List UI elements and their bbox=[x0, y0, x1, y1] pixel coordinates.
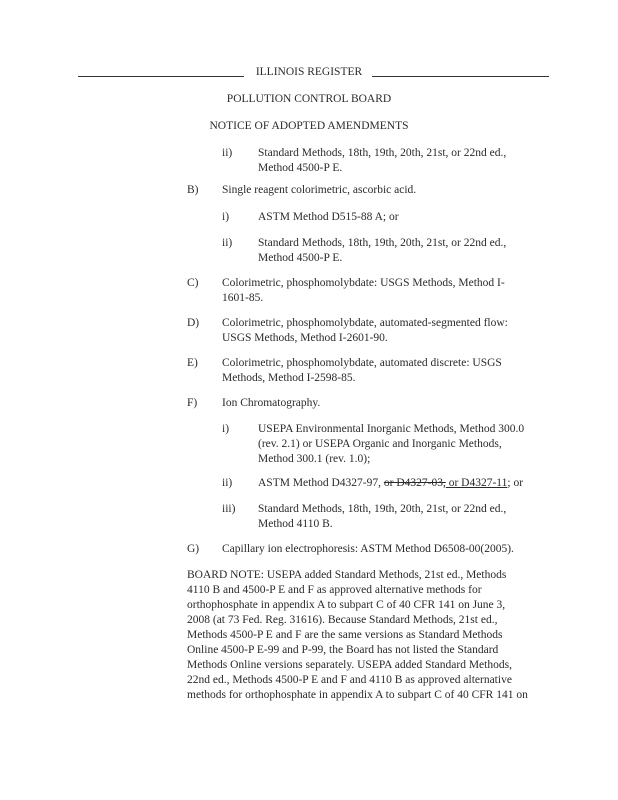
item-e-letter: E) bbox=[187, 357, 198, 369]
item-f-ii-text bbox=[258, 476, 523, 491]
item-f-ii-text-b: ; or bbox=[507, 477, 524, 489]
item-g-text: Capillary ion electrophoresis: ASTM Method D6508-00(2005). bbox=[222, 543, 514, 555]
board-note-line6: Online 4500-P E-99 and P-99, the Board has not listed the Standard bbox=[187, 644, 499, 656]
item-b-text: Single reagent colorimetric, ascorbic acid. bbox=[222, 184, 417, 196]
item-b-i-text: ASTM Method D515-88 A; or bbox=[258, 211, 399, 223]
board-note-line3: orthophosphate in appendix A to subpart C of 40 CFR 141 on June 3, bbox=[187, 599, 506, 611]
item-b-ii-line1: Standard Methods, 18th, 19th, 20th, 21st, or 22nd ed., bbox=[258, 237, 507, 249]
item-a-ii-line2: Method 4500-P E. bbox=[258, 162, 343, 174]
item-c-line1: Colorimetric, phosphomolybdate: USGS Methods, Method I- bbox=[222, 277, 505, 289]
item-a-ii-line1: Standard Methods, 18th, 19th, 20th, 21st, or 22nd ed., bbox=[258, 147, 507, 159]
board-note-line7: Methods Online versions separately. USEPA added Standard Methods, bbox=[187, 659, 512, 671]
item-f-ii-text-a: ASTM Method D4327-97, bbox=[258, 477, 384, 489]
notice-title: NOTICE OF ADOPTED AMENDMENTS bbox=[209, 120, 409, 132]
item-c-line2: 1601-85. bbox=[222, 292, 264, 304]
item-f-ii-struck: or D4327-03, bbox=[383, 477, 446, 489]
item-f-text: Ion Chromatography. bbox=[222, 397, 321, 409]
board-note-line8: 22nd ed., Methods 4500-P E and F and 4110 B as approved alternative bbox=[187, 674, 512, 686]
item-e-line2: Methods, Method I-2598-85. bbox=[222, 372, 356, 384]
item-f-ii-underlined: or D4327-11 bbox=[445, 477, 508, 489]
register-title: ILLINOIS REGISTER bbox=[255, 66, 363, 78]
item-e-line1: Colorimetric, phosphomolybdate, automated discrete: USGS bbox=[222, 357, 502, 369]
header-rule-right bbox=[372, 76, 549, 77]
item-f-letter: F) bbox=[187, 397, 198, 409]
board-note-line9: methods for orthophosphate in appendix A to subpart C of 40 CFR 141 on bbox=[187, 689, 528, 701]
item-f-ii-num: ii) bbox=[222, 477, 233, 489]
item-d-letter: D) bbox=[187, 317, 200, 329]
item-f-i-line3: Method 300.1 (rev. 1.0); bbox=[258, 453, 371, 465]
board-note-line5: Methods 4500-P E and F are the same versions as Standard Methods bbox=[187, 629, 503, 641]
item-b-ii-line2: Method 4500-P E. bbox=[258, 252, 343, 264]
item-c-letter: C) bbox=[187, 277, 199, 289]
item-d-line1: Colorimetric, phosphomolybdate, automated-segmented flow: bbox=[222, 317, 508, 329]
item-a-ii-num: ii) bbox=[222, 147, 233, 159]
item-d-line2: USGS Methods, Method I-2601-90. bbox=[222, 332, 388, 344]
item-f-i-line2: (rev. 2.1) or USEPA Organic and Inorganic Methods, bbox=[258, 438, 502, 450]
item-f-i-num: i) bbox=[222, 423, 230, 435]
board-note-line2: 4110 B and 4500-P E and F as approved alternative methods for bbox=[187, 584, 482, 596]
item-f-iii-line2: Method 4110 B. bbox=[258, 518, 333, 530]
board-title: POLLUTION CONTROL BOARD bbox=[226, 93, 392, 105]
item-b-ii-num: ii) bbox=[222, 237, 233, 249]
item-f-iii-line1: Standard Methods, 18th, 19th, 20th, 21st, or 22nd ed., bbox=[258, 503, 507, 515]
board-note-line4: 2008 (at 73 Fed. Reg. 31616). Because Standard Methods, 21st ed., bbox=[187, 614, 498, 626]
item-g-letter: G) bbox=[187, 543, 200, 555]
item-b-i-num: i) bbox=[222, 211, 230, 223]
item-b-letter: B) bbox=[187, 184, 199, 196]
board-note-line1: BOARD NOTE: USEPA added Standard Methods, 21st ed., Methods bbox=[187, 569, 507, 581]
item-f-iii-num: iii) bbox=[222, 503, 236, 515]
item-f-i-line1: USEPA Environmental Inorganic Methods, Method 300.0 bbox=[258, 423, 525, 435]
